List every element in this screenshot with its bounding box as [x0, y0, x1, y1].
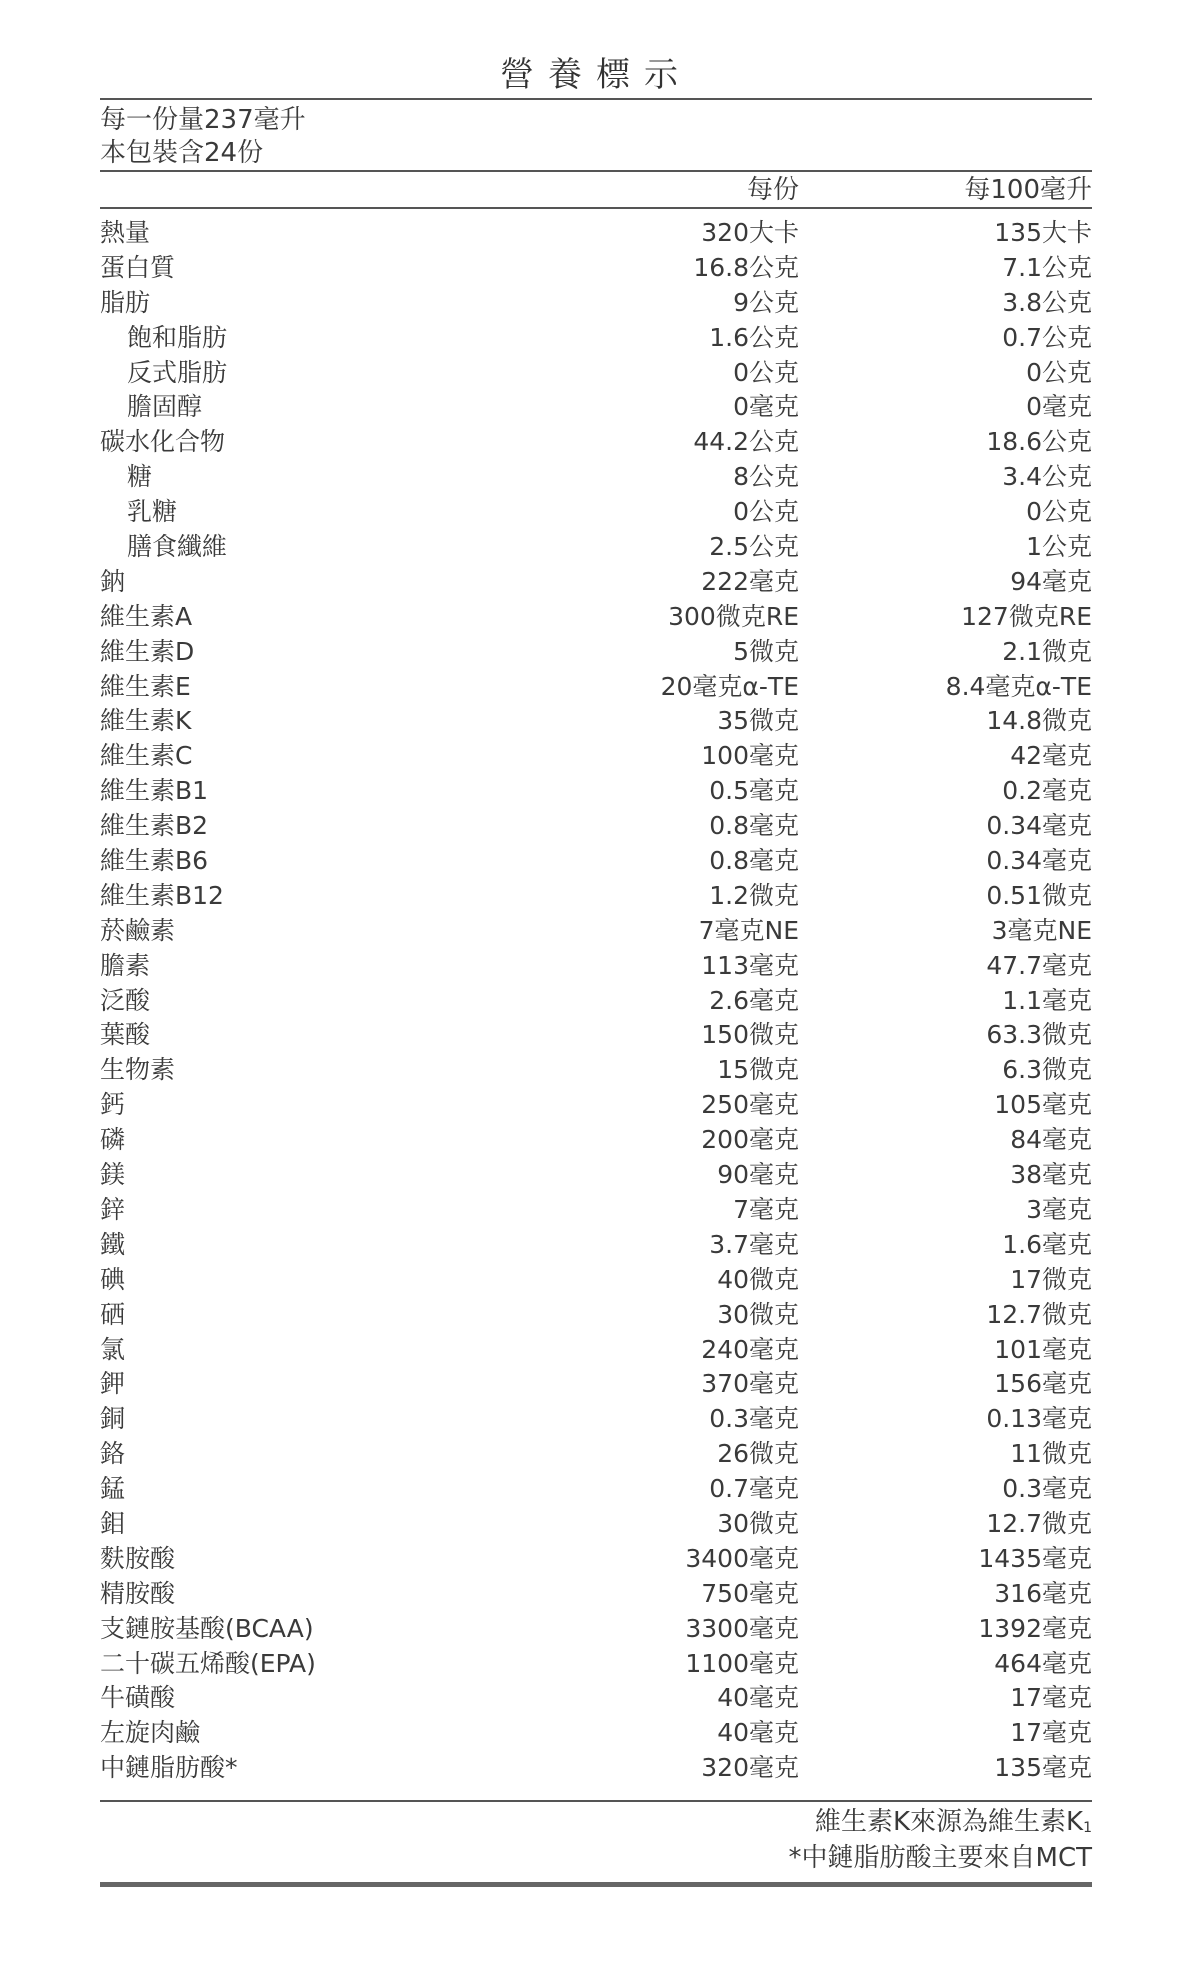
value-per-serving: 0.7毫克	[709, 1474, 799, 1504]
table-row	[100, 1123, 1092, 1158]
table-row	[100, 1193, 1092, 1228]
value-per-serving: 40毫克	[717, 1683, 799, 1713]
nutrient-name: 維生素A	[100, 601, 193, 631]
nutrient-name: 磷	[100, 1125, 126, 1155]
nutrient-name: 維生素C	[100, 741, 193, 771]
value-per-100ml: 1392毫克	[978, 1613, 1092, 1643]
value-per-serving: 1.6公克	[709, 322, 799, 352]
value-per-100ml: 8.4毫克α-TE	[945, 671, 1092, 701]
value-per-100ml: 0.13毫克	[986, 1404, 1092, 1434]
value-per-serving: 3300毫克	[685, 1613, 799, 1643]
nutrient-name: 精胺酸	[100, 1578, 176, 1608]
mct-note: *中鏈脂肪酸主要來自MCT	[788, 1843, 1092, 1873]
value-per-serving: 15微克	[717, 1055, 799, 1085]
nutrient-name: 鉬	[100, 1508, 126, 1538]
serving-size: 每一份量237毫升	[100, 105, 306, 135]
table-row	[100, 704, 1092, 739]
title-divider	[100, 98, 1092, 100]
value-per-serving: 200毫克	[701, 1125, 799, 1155]
value-per-100ml: 1435毫克	[978, 1543, 1092, 1573]
value-per-serving: 750毫克	[701, 1578, 799, 1608]
value-per-serving: 30微克	[717, 1299, 799, 1329]
table-row	[100, 356, 1092, 391]
nutrient-name: 維生素B1	[100, 776, 209, 806]
nutrient-name: 膽素	[100, 950, 151, 980]
value-per-100ml: 3毫克	[1026, 1194, 1092, 1224]
nutrient-name: 泛酸	[100, 985, 151, 1015]
nutrient-name: 麩胺酸	[100, 1543, 176, 1573]
value-per-serving: 2.5公克	[709, 532, 799, 562]
table-row	[100, 1298, 1092, 1333]
value-per-serving: 1100毫克	[685, 1648, 799, 1678]
nutrient-name: 支鏈胺基酸(BCAA)	[100, 1613, 314, 1643]
table-row	[100, 1542, 1092, 1577]
table-row	[100, 1507, 1092, 1542]
table-row	[100, 286, 1092, 321]
value-per-serving: 20毫克α-TE	[660, 671, 799, 701]
value-per-serving: 35微克	[717, 706, 799, 736]
value-per-100ml: 156毫克	[994, 1369, 1092, 1399]
nutrient-table	[100, 216, 1092, 1786]
nutrient-name: 乳糖	[127, 497, 178, 527]
value-per-serving: 0.3毫克	[709, 1404, 799, 1434]
table-row	[100, 600, 1092, 635]
footer-divider	[100, 1800, 1092, 1802]
nutrient-name: 鈉	[100, 566, 126, 596]
value-per-100ml: 17微克	[1010, 1264, 1092, 1294]
value-per-100ml: 0.7公克	[1002, 322, 1092, 352]
table-row	[100, 844, 1092, 879]
value-per-serving: 0公克	[733, 497, 799, 527]
table-row	[100, 565, 1092, 600]
nutrient-name: 碳水化合物	[100, 427, 226, 457]
value-per-100ml: 101毫克	[994, 1334, 1092, 1364]
value-per-serving: 0.5毫克	[709, 776, 799, 806]
table-row	[100, 1053, 1092, 1088]
column-header-per-serving: 每份	[746, 175, 799, 205]
value-per-serving: 7毫克NE	[698, 915, 799, 945]
value-per-100ml: 316毫克	[994, 1578, 1092, 1608]
nutrient-name: 中鏈脂肪酸*	[100, 1753, 238, 1783]
nutrient-name: 牛磺酸	[100, 1683, 176, 1713]
nutrient-name: 硒	[100, 1299, 126, 1329]
table-row	[100, 1716, 1092, 1751]
value-per-100ml: 1公克	[1026, 532, 1092, 562]
value-per-100ml: 18.6公克	[986, 427, 1092, 457]
value-per-serving: 90毫克	[717, 1160, 799, 1190]
nutrient-name: 脂肪	[100, 287, 151, 317]
value-per-100ml: 464毫克	[994, 1648, 1092, 1678]
table-row	[100, 1158, 1092, 1193]
value-per-serving: 0公克	[733, 357, 799, 387]
value-per-100ml: 0.34毫克	[986, 811, 1092, 841]
nutrient-name: 碘	[100, 1264, 126, 1294]
table-row	[100, 1018, 1092, 1053]
value-per-100ml: 3.4公克	[1002, 462, 1092, 492]
value-per-serving: 3400毫克	[685, 1543, 799, 1573]
table-row	[100, 530, 1092, 565]
nutrient-name: 二十碳五烯酸(EPA)	[100, 1648, 316, 1678]
table-row	[100, 321, 1092, 356]
table-row	[100, 1751, 1092, 1786]
value-per-100ml: 12.7微克	[986, 1508, 1092, 1538]
value-per-100ml: 1.1毫克	[1002, 985, 1092, 1015]
nutrient-name: 膽固醇	[127, 392, 203, 422]
nutrient-name: 鉀	[100, 1369, 126, 1399]
vitamin-k-source-text: 維生素K來源為維生素K	[814, 1807, 1084, 1837]
value-per-serving: 250毫克	[701, 1090, 799, 1120]
value-per-serving: 150微克	[701, 1020, 799, 1050]
table-row	[100, 425, 1092, 460]
nutrient-name: 鎂	[100, 1160, 126, 1190]
table-row	[100, 390, 1092, 425]
table-row	[100, 739, 1092, 774]
table-row	[100, 460, 1092, 495]
nutrient-name: 糖	[127, 462, 153, 492]
table-row	[100, 1612, 1092, 1647]
nutrient-name: 飽和脂肪	[127, 322, 228, 352]
value-per-serving: 222毫克	[701, 566, 799, 596]
value-per-serving: 240毫克	[701, 1334, 799, 1364]
value-per-100ml: 94毫克	[1010, 566, 1092, 596]
value-per-100ml: 0.2毫克	[1002, 776, 1092, 806]
value-per-serving: 0.8毫克	[709, 846, 799, 876]
nutrient-name: 錳	[100, 1474, 126, 1504]
nutrient-name: 維生素K	[100, 706, 192, 736]
value-per-serving: 30微克	[717, 1508, 799, 1538]
nutrient-name: 鐵	[100, 1229, 126, 1259]
value-per-100ml: 105毫克	[994, 1090, 1092, 1120]
table-row	[100, 1577, 1092, 1612]
value-per-100ml: 7.1公克	[1002, 252, 1092, 282]
value-per-100ml: 14.8微克	[986, 706, 1092, 736]
value-per-serving: 8公克	[733, 462, 799, 492]
value-per-100ml: 42毫克	[1010, 741, 1092, 771]
value-per-100ml: 84毫克	[1010, 1125, 1092, 1155]
table-row	[100, 670, 1092, 705]
nutrient-name: 鉻	[100, 1439, 126, 1469]
value-per-serving: 300微克RE	[668, 601, 799, 631]
column-header-per-100ml: 每100毫升	[964, 175, 1092, 205]
table-row	[100, 216, 1092, 251]
value-per-100ml: 11微克	[1010, 1439, 1092, 1469]
value-per-serving: 40微克	[717, 1264, 799, 1294]
value-per-100ml: 12.7微克	[986, 1299, 1092, 1329]
value-per-serving: 0毫克	[733, 392, 799, 422]
table-row	[100, 774, 1092, 809]
nutrient-name: 銅	[100, 1404, 126, 1434]
table-row	[100, 949, 1092, 984]
value-per-100ml: 63.3微克	[986, 1020, 1092, 1050]
value-per-100ml: 3.8公克	[1002, 287, 1092, 317]
nutrient-name: 鋅	[100, 1194, 126, 1224]
value-per-serving: 26微克	[717, 1439, 799, 1469]
value-per-100ml: 17毫克	[1010, 1683, 1092, 1713]
servings-per-package: 本包裝含24份	[100, 138, 264, 168]
value-per-serving: 370毫克	[701, 1369, 799, 1399]
table-row	[100, 1088, 1092, 1123]
table-row	[100, 984, 1092, 1019]
value-per-100ml: 0.34毫克	[986, 846, 1092, 876]
value-per-serving: 2.6毫克	[709, 985, 799, 1015]
nutrient-name: 反式脂肪	[127, 357, 228, 387]
table-row	[100, 635, 1092, 670]
value-per-100ml: 0.3毫克	[1002, 1474, 1092, 1504]
nutrient-name: 維生素B2	[100, 811, 209, 841]
value-per-serving: 3.7毫克	[709, 1229, 799, 1259]
vitamin-k-source-note	[815, 1804, 1092, 1840]
table-row	[100, 1472, 1092, 1507]
nutrient-name: 維生素E	[100, 671, 191, 701]
nutrient-name: 熱量	[100, 218, 151, 247]
table-row	[100, 1437, 1092, 1472]
nutrient-name: 氯	[100, 1334, 126, 1364]
nutrient-name: 菸鹼素	[100, 915, 176, 945]
value-per-serving: 44.2公克	[693, 427, 799, 457]
nutrient-name: 葉酸	[100, 1020, 151, 1050]
table-row	[100, 914, 1092, 949]
value-per-100ml: 135大卡	[994, 218, 1092, 247]
value-per-serving: 320毫克	[701, 1753, 799, 1783]
table-row	[100, 251, 1092, 286]
table-row	[100, 1681, 1092, 1716]
value-per-100ml: 127微克RE	[961, 601, 1092, 631]
table-row	[100, 495, 1092, 530]
nutrient-name: 左旋肉鹼	[100, 1718, 201, 1748]
value-per-100ml: 0公克	[1026, 357, 1092, 387]
value-per-100ml: 2.1微克	[1002, 636, 1092, 666]
value-per-serving: 1.2微克	[709, 880, 799, 910]
value-per-serving: 5微克	[733, 636, 799, 666]
table-row	[100, 1647, 1092, 1682]
value-per-serving: 7毫克	[733, 1194, 799, 1224]
value-per-100ml: 0公克	[1026, 497, 1092, 527]
nutrient-name: 維生素D	[100, 636, 195, 666]
bottom-rule	[100, 1882, 1092, 1887]
table-row	[100, 1263, 1092, 1298]
table-row	[100, 809, 1092, 844]
table-row	[100, 1333, 1092, 1368]
value-per-serving: 16.8公克	[693, 252, 799, 282]
value-per-serving: 100毫克	[701, 741, 799, 771]
table-row	[100, 1402, 1092, 1437]
value-per-100ml: 0毫克	[1026, 392, 1092, 422]
nutrition-title: 營養標示	[500, 55, 692, 95]
table-row	[100, 1228, 1092, 1263]
value-per-serving: 0.8毫克	[709, 811, 799, 841]
value-per-100ml: 135毫克	[994, 1753, 1092, 1783]
value-per-100ml: 3毫克NE	[991, 915, 1092, 945]
nutrient-name: 鈣	[100, 1090, 126, 1120]
value-per-100ml: 6.3微克	[1002, 1055, 1092, 1085]
value-per-100ml: 38毫克	[1010, 1160, 1092, 1190]
nutrient-name: 生物素	[100, 1055, 176, 1085]
vitamin-k-subscript: 1	[1083, 1820, 1092, 1836]
value-per-serving: 40毫克	[717, 1718, 799, 1748]
nutrient-name: 蛋白質	[100, 252, 176, 282]
nutrient-name: 維生素B6	[100, 846, 209, 876]
value-per-100ml: 17毫克	[1010, 1718, 1092, 1748]
value-per-serving: 113毫克	[701, 950, 799, 980]
nutrient-name: 維生素B12	[100, 880, 224, 910]
value-per-100ml: 47.7毫克	[986, 950, 1092, 980]
header-divider	[100, 207, 1092, 209]
value-per-100ml: 1.6毫克	[1002, 1229, 1092, 1259]
table-row	[100, 1367, 1092, 1402]
serving-divider	[100, 170, 1092, 172]
value-per-serving: 320大卡	[701, 218, 799, 247]
value-per-serving: 9公克	[733, 287, 799, 317]
value-per-100ml: 0.51微克	[986, 880, 1092, 910]
nutrient-name: 膳食纖維	[127, 532, 228, 562]
table-row	[100, 879, 1092, 914]
